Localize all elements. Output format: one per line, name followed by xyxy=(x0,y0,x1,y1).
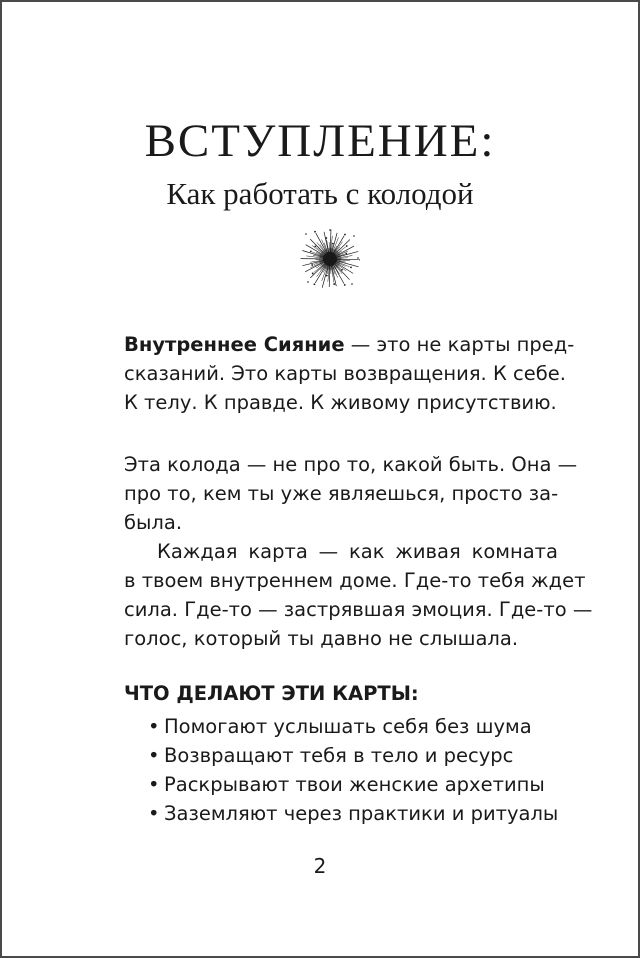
bullet-icon: • xyxy=(148,715,160,738)
list-item xyxy=(148,799,558,828)
paragraph-2-line-1: Эта колода — не про то, какой быть. Она — xyxy=(124,453,578,476)
intro-line-2: сказаний. Это карты возвращения. К себе. xyxy=(124,362,566,385)
list-item xyxy=(148,712,558,741)
section-heading: ЧТО ДЕЛАЮТ ЭТИ КАРТЫ: xyxy=(124,682,419,705)
deck-name: Внутреннее Сияние xyxy=(124,333,345,356)
list-item-text: Заземляют через практики и ритуалы xyxy=(164,802,559,825)
bullet-icon: • xyxy=(148,802,160,825)
starburst-icon xyxy=(300,228,360,290)
paragraph-3-line-2: в твоем внутреннем доме. Где-то тебя ждет xyxy=(124,569,586,592)
paragraph-3 xyxy=(124,537,593,653)
page-subtitle: Как работать с колодой xyxy=(166,176,474,211)
benefits-list xyxy=(148,712,558,828)
intro-paragraph xyxy=(124,330,575,417)
page-title: ВСТУПЛЕНИЕ: xyxy=(144,115,496,167)
intro-line-1-rest: — это не карты пред- xyxy=(344,333,575,356)
bullet-icon: • xyxy=(148,744,160,767)
list-item-text: Помогают услышать себя без шума xyxy=(164,715,532,738)
paragraph-2 xyxy=(124,450,578,537)
bullet-icon: • xyxy=(148,773,160,796)
paragraph-3-line-3: сила. Где-то — застрявшая эмоция. Где-то — xyxy=(124,598,593,621)
intro-line-1 xyxy=(124,330,575,359)
list-item-text: Раскрывают твои женские архетипы xyxy=(164,773,545,796)
paragraph-3-line-4: голос, который ты давно не слышала. xyxy=(124,627,519,650)
page-number: 2 xyxy=(313,854,327,878)
intro-line-3: К телу. К правде. К живому присутствию. xyxy=(124,391,557,414)
paragraph-2-line-2: про то, кем ты уже являешься, просто за- xyxy=(124,482,559,505)
list-item xyxy=(148,741,558,770)
paragraph-2-line-3: была. xyxy=(124,511,183,534)
list-item-text: Возвращают тебя в тело и ресурс xyxy=(164,744,514,767)
paragraph-3-line-1: Каждая карта — как живая комната xyxy=(157,540,558,563)
list-item xyxy=(148,770,558,799)
